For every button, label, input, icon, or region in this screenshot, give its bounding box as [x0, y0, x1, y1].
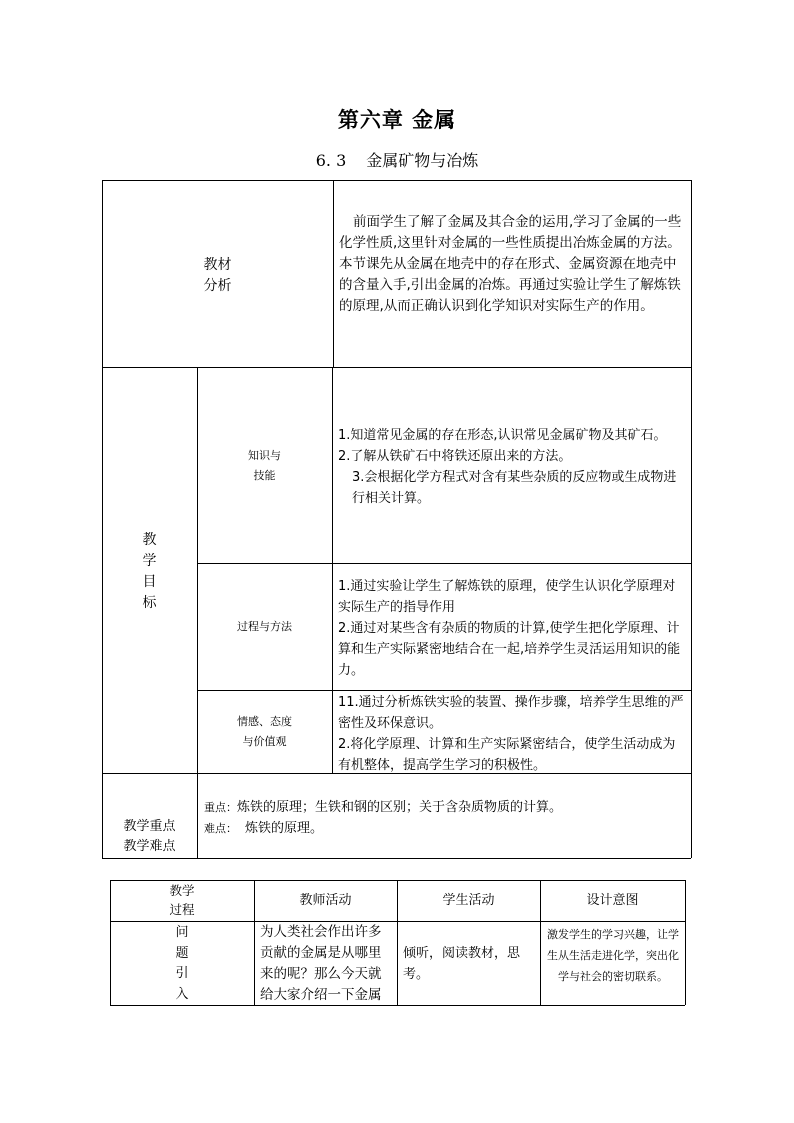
chapter-title: 第六章 金属: [337, 108, 457, 132]
header-intent: 设计意图: [586, 893, 639, 908]
difficult-prefix: 难点：: [204, 822, 237, 835]
knowledge-item: 1.知道常见金属的存在形态,认识常见金属矿物及其矿石。: [338, 428, 667, 443]
key-points-labels: [102, 817, 197, 857]
knowledge-item: 2.了解从铁矿石中将铁还原出来的方法。: [338, 449, 572, 464]
difficult-label: 教学难点: [123, 839, 176, 854]
student-activity: 倾听，阅读教材，思考。: [403, 946, 521, 982]
key-points-content: [204, 797, 688, 839]
section-number: 6. 3: [315, 151, 347, 170]
emotion-label: 情感、态度 与价值观: [237, 715, 292, 748]
process-item: 1.通过实验让学生了解炼铁的原理，使学生认识化学原理对实际生产的指导作用: [338, 579, 676, 615]
key-text: 炼铁的原理；生铁和钢的区别；关于含杂质物质的计算。: [237, 800, 563, 815]
section-heading: [0, 148, 794, 171]
emotion-item: 2.将化学原理、计算和生产实际紧密结合，使学生活动成为有机整体，提高学生学习的积极性。: [338, 737, 676, 773]
emotion-list: [338, 692, 688, 776]
section-title: 金属矿物与冶炼: [366, 151, 479, 170]
design-intent: 激发学生的学习兴趣，让学生从生活走进化学，突出化学与社会的密切联系。: [547, 928, 679, 983]
knowledge-list: [338, 425, 688, 509]
header-stage: 教学 过程: [169, 883, 195, 917]
analysis-label: 教材 分析: [203, 257, 232, 294]
process-label: 过程与方法: [237, 620, 292, 633]
header-teacher: 教师活动: [299, 893, 352, 908]
process-item: 2.通过对某些含有杂质的物质的计算,使学生把化学原理、计算和生产实际紧密地结合在一起,培养学生灵活运用知识的能力。: [338, 621, 681, 678]
knowledge-item: 3.会根据化学方程式对含有某些杂质的反应物或生成物进行相关计算。: [352, 470, 677, 506]
teacher-activity: 为人类社会作出许多贡献的金属是从哪里来的呢？那么今天就给大家介绍一下金属: [260, 924, 382, 1003]
header-student: 学生活动: [442, 893, 495, 908]
emotion-item: 11.通过分析炼铁实验的装置、操作步骤，培养学生思维的严密性及环保意识。: [338, 695, 684, 731]
goals-label: 教 学 目 标: [142, 532, 157, 611]
key-label: 教学重点: [123, 819, 176, 834]
analysis-text: 前面学生了解了金属及其合金的运用,学习了金属的一些化学性质,这里针对金属的一些性质提出冶炼金属的方法。本节课先从金属在地壳中的存在形式、金属资源在地壳中的含量入手,引出金属的冶炼。再通过实验让学生了解炼铁的原理,从而正确认识到化学知识对实际生产的作用。: [339, 214, 682, 314]
key-prefix: 重点：: [204, 801, 237, 814]
difficult-text: 炼铁的原理。: [245, 821, 324, 836]
knowledge-label: 知识与 技能: [248, 449, 281, 482]
stage-cell: 问 题 引 入: [175, 925, 189, 1002]
process-list: [338, 576, 688, 681]
